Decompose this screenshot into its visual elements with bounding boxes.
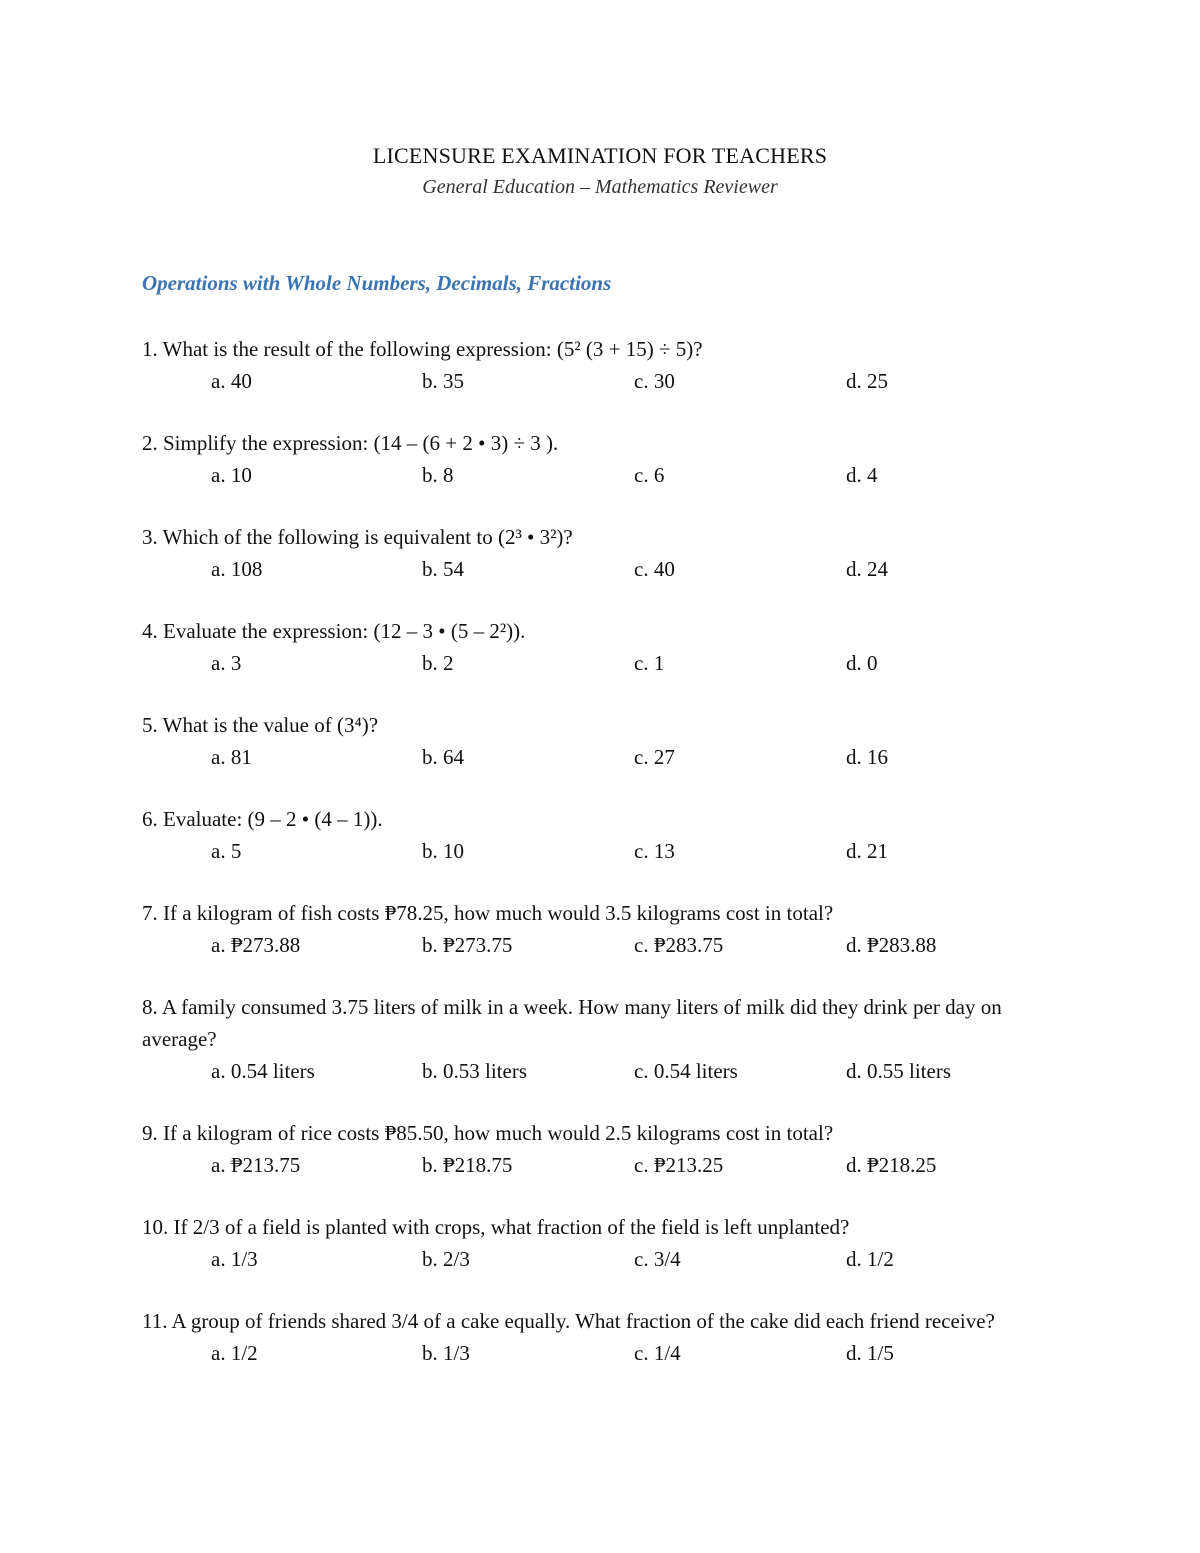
choice-a: a. 10 (211, 463, 252, 487)
choice-row (142, 1055, 1042, 1087)
choice-b: b. 2 (422, 651, 454, 675)
choice-a: a. 40 (211, 369, 252, 393)
choice-b: b. 8 (422, 463, 454, 487)
choice-b: b. 0.53 liters (422, 1059, 527, 1083)
question-2 (142, 427, 1042, 491)
choice-c: c. 27 (634, 745, 675, 769)
choice-c: c. 3/4 (634, 1247, 681, 1271)
choice-a: a. 0.54 liters (211, 1059, 315, 1083)
question-list (142, 333, 1042, 1399)
choice-d: d. 1/5 (846, 1341, 894, 1365)
choice-b: b. 35 (422, 369, 464, 393)
choice-c: c. 40 (634, 557, 675, 581)
choice-d: d. 25 (846, 369, 888, 393)
choice-d: d. ₱218.25 (846, 1153, 937, 1177)
choice-b: b. ₱218.75 (422, 1153, 513, 1177)
question-text: 8. A family consumed 3.75 liters of milk in a week. How many liters of milk did they drink per day on average? (142, 995, 1002, 1051)
choice-c: c. 30 (634, 369, 675, 393)
choice-row (142, 553, 1042, 585)
choice-b: b. ₱273.75 (422, 933, 513, 957)
question-text: 10. If 2/3 of a field is planted with crops, what fraction of the field is left unplanted? (142, 1215, 850, 1239)
question-10 (142, 1211, 1042, 1275)
choice-d: d. 16 (846, 745, 888, 769)
question-4 (142, 615, 1042, 679)
choice-row (142, 1243, 1042, 1275)
question-text: 5. What is the value of (3⁴)? (142, 713, 379, 737)
choice-a: a. 1/2 (211, 1341, 258, 1365)
question-5 (142, 709, 1042, 773)
question-text: 6. Evaluate: (9 – 2 • (4 – 1)). (142, 807, 383, 831)
choice-c: c. 0.54 liters (634, 1059, 738, 1083)
choice-b: b. 2/3 (422, 1247, 470, 1271)
question-text: 4. Evaluate the expression: (12 – 3 • (5 – 2²)). (142, 619, 526, 643)
choice-b: b. 10 (422, 839, 464, 863)
choice-b: b. 64 (422, 745, 464, 769)
question-text: 1. What is the result of the following expression: (5² (3 + 15) ÷ 5)? (142, 337, 703, 361)
question-11 (142, 1305, 1042, 1369)
choice-row (142, 365, 1042, 397)
choice-d: d. 24 (846, 557, 888, 581)
choice-a: a. 3 (211, 651, 242, 675)
choice-row (142, 1149, 1042, 1181)
choice-d: d. 4 (846, 463, 878, 487)
question-text: 2. Simplify the expression: (14 – (6 + 2 • 3) ÷ 3 ). (142, 431, 559, 455)
choice-d: d. 0 (846, 651, 878, 675)
section-heading: Operations with Whole Numbers, Decimals, Fractions (142, 271, 612, 295)
choice-a: a. 5 (211, 839, 242, 863)
question-text: 3. Which of the following is equivalent to (2³ • 3²)? (142, 525, 573, 549)
question-7 (142, 897, 1042, 961)
choice-c: c. ₱213.25 (634, 1153, 724, 1177)
choice-d: d. 21 (846, 839, 888, 863)
choice-c: c. 1/4 (634, 1341, 681, 1365)
choice-a: a. ₱273.88 (211, 933, 301, 957)
choice-row (142, 1337, 1042, 1369)
choice-d: d. ₱283.88 (846, 933, 937, 957)
choice-row (142, 929, 1042, 961)
page-subtitle: General Education – Mathematics Reviewer (422, 176, 778, 198)
question-text: 9. If a kilogram of rice costs ₱85.50, how much would 2.5 kilograms cost in total? (142, 1121, 834, 1145)
choice-c: c. 1 (634, 651, 665, 675)
question-8 (142, 991, 1042, 1087)
question-6 (142, 803, 1042, 867)
choice-row (142, 459, 1042, 491)
question-9 (142, 1117, 1042, 1181)
question-text: 11. A group of friends shared 3/4 of a cake equally. What fraction of the cake did each friend receive? (142, 1309, 995, 1333)
choice-row (142, 835, 1042, 867)
choice-a: a. 108 (211, 557, 263, 581)
choice-a: a. 81 (211, 745, 252, 769)
choice-d: d. 0.55 liters (846, 1059, 951, 1083)
question-text: 7. If a kilogram of fish costs ₱78.25, how much would 3.5 kilograms cost in total? (142, 901, 834, 925)
question-3 (142, 521, 1042, 585)
choice-row (142, 647, 1042, 679)
choice-c: c. 6 (634, 463, 665, 487)
choice-d: d. 1/2 (846, 1247, 894, 1271)
choice-c: c. ₱283.75 (634, 933, 724, 957)
choice-row (142, 741, 1042, 773)
choice-c: c. 13 (634, 839, 675, 863)
choice-b: b. 54 (422, 557, 464, 581)
choice-a: a. 1/3 (211, 1247, 258, 1271)
choice-b: b. 1/3 (422, 1341, 470, 1365)
choice-a: a. ₱213.75 (211, 1153, 301, 1177)
question-1 (142, 333, 1042, 397)
page-title: LICENSURE EXAMINATION FOR TEACHERS (372, 143, 828, 168)
